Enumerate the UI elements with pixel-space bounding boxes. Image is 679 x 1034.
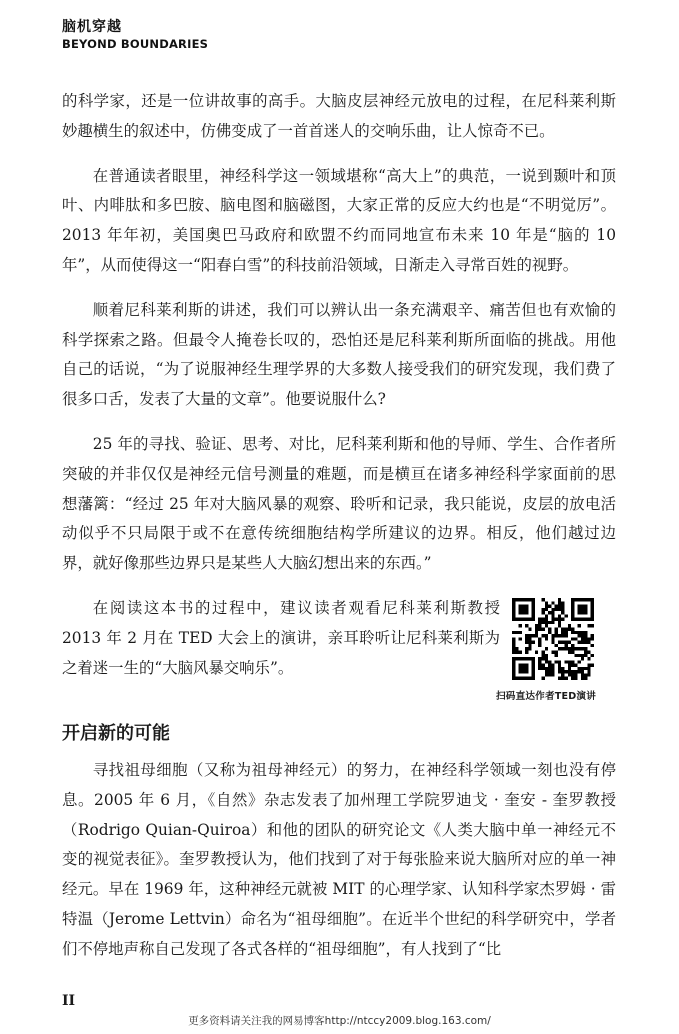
page-body <box>62 87 616 965</box>
paragraph-3: 顺着尼科莱利斯的讲述，我们可以辨认出一条充满艰辛、痛苦但也有欢愉的科学探索之路。但最令人掩卷长叹的，恐怕还是尼科莱利斯所面临的挑战。用他自己的话说，“为了说服神经生理学界的大多数人接受我们的研究发现，我们费了很多口舌，发表了大量的文章”。他要说服什么? <box>62 300 616 409</box>
running-header <box>62 19 208 53</box>
qr-code-icon[interactable] <box>512 598 594 680</box>
paragraph-5: 在阅读这本书的过程中，建议读者观看尼科莱利斯教授 2013 年 2 月在 TED 大会上的演讲，亲耳聆听让尼科莱利斯为之着迷一生的“大脑风暴交响乐”。 <box>62 598 500 677</box>
page-number: II <box>62 993 76 1009</box>
book-title-en: BEYOND BOUNDARIES <box>62 37 209 51</box>
paragraph-2: 在普通读者眼里，神经科学这一领域堪称“高大上”的典范，一说到颞叶和顶叶、内啡肽和多巴胺、脑电图和脑磁图，大家正常的反应大约也是“不明觉厉”。2013 年年初，美国奥巴马政府和欧盟不约而同地宣布未来 10 年是“脑的 10 年”，从而使得这一“阳春白雪”的科技前沿领域，日渐走入寻常百姓的视野。 <box>62 166 616 274</box>
footer-note: 更多资料请关注我的网易博客http://ntccy2009.blog.163.com/ <box>188 1015 491 1027</box>
book-title-cn: 脑机穿越 <box>62 19 122 35</box>
ted-recommendation <box>62 594 616 712</box>
paragraph-4: 25 年的寻找、验证、思考、对比，尼科莱利斯和他的导师、学生、合作者所突破的并非仅仅是神经元信号测量的难题，而是横亘在诸多神经科学家面前的思想藩篱：“经过 25 年对大脑风暴的观察、聆听和记录，我只能说，皮层的放电活动似乎不只局限于或不在意传统细胞结构学所建议的边界。相反，他们越过边界，就好像那些边界只是某些人大脑幻想出来的东西。” <box>62 434 616 573</box>
qr-caption: 扫码直达作者TED演讲 <box>496 690 597 702</box>
paragraph-1: 的科学家，还是一位讲故事的高手。大脑皮层神经元放电的过程，在尼科莱利斯妙趣横生的叙述中，仿佛变成了一首首迷人的交响乐曲，让人惊奇不已。 <box>62 92 616 140</box>
section-paragraph: 寻找祖母细胞（又称为祖母神经元）的努力，在神经科学领域一刻也没有停息。2005 年 6 月，《自然》杂志发表了加州理工学院罗迪戈 · 奎安 - 奎罗教授（Rodrigo Quian-Quiroa）和他的团队的研究论文《人类大脑中单一神经元不变的视觉表征》。奎罗教授认为，他们找到了对于每张脸来说大脑所对应的单一神经元。早在 1969 年，这种神经元就被 MIT 的心理学家、认知科学家杰罗姆 · 雷特温（Jerome Lettvin）命名为“祖母细胞”。在近半个世纪的科学研究中，学者们不停地声称自己发现了各式各样的“祖母细胞”，有人找到了“比 <box>62 760 616 958</box>
section-title: 开启新的可能 <box>62 722 170 744</box>
